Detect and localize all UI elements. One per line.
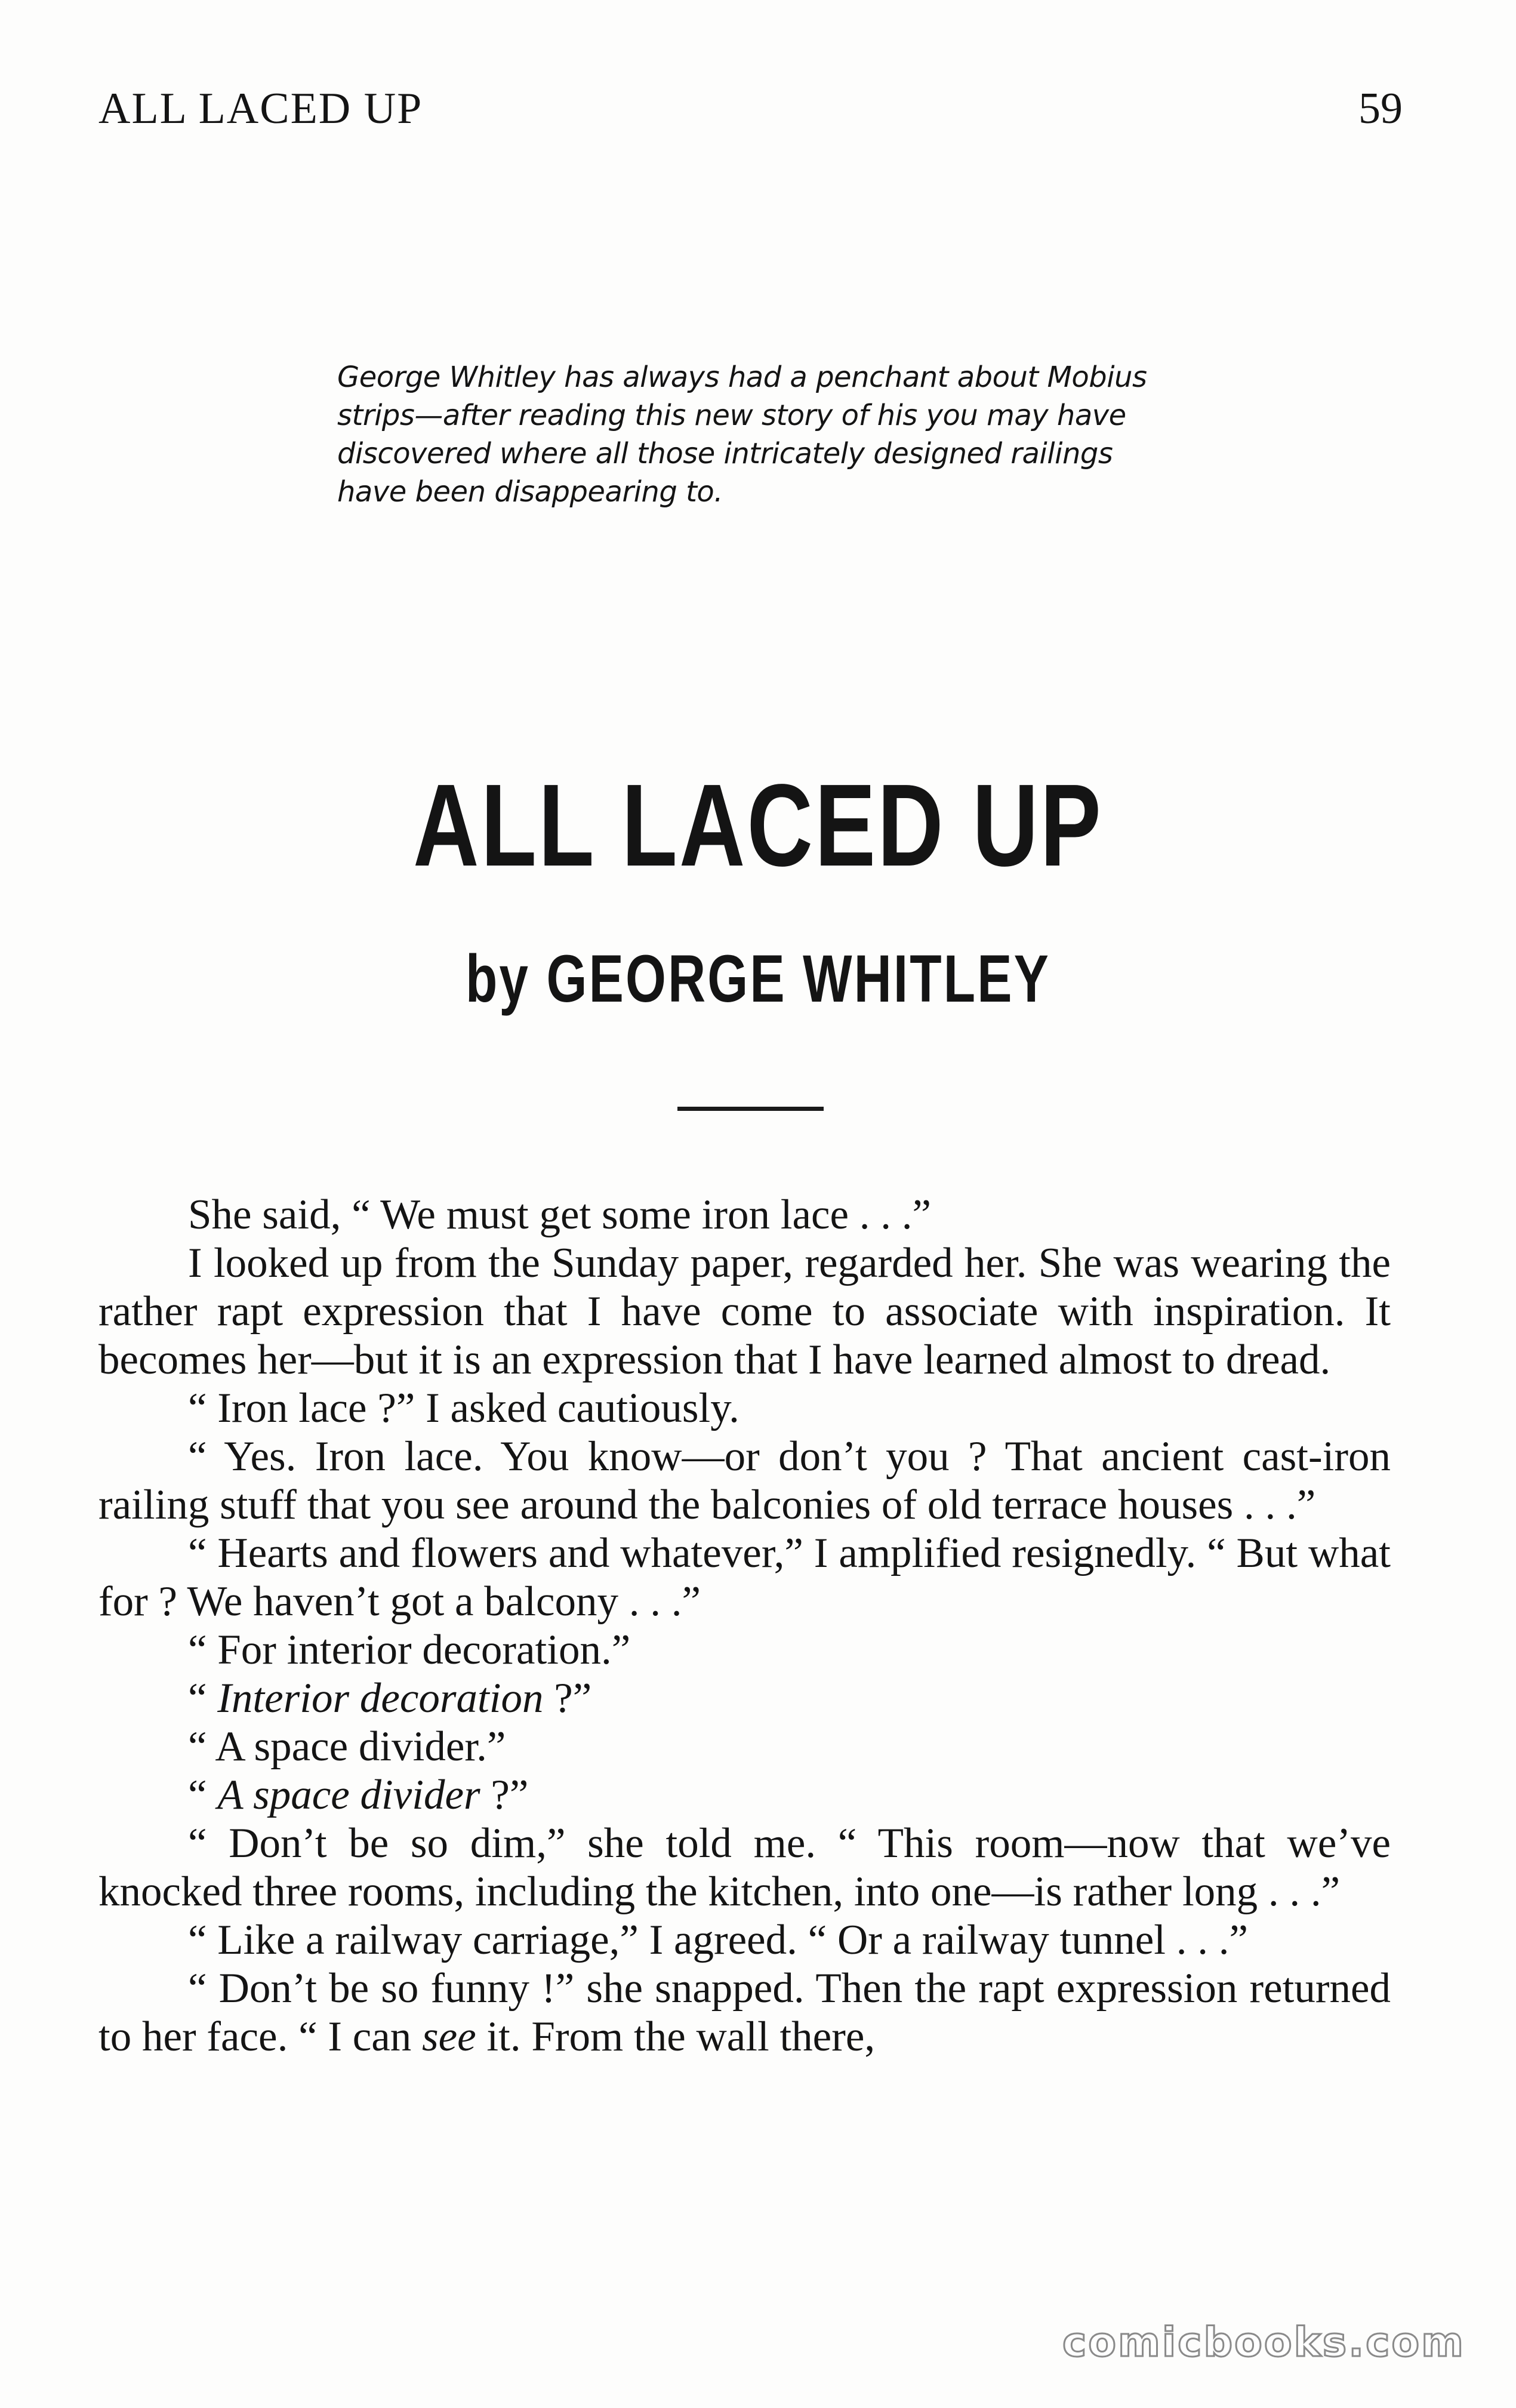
text-run: ?” [480, 1772, 529, 1818]
italic-run: Interior decoration [217, 1675, 544, 1722]
text-run: I looked up from the Sunday paper, regarded her. She was wearing the rather rapt expression that I have come to associate with inspiration. It becomes her—but it is an expression that I have learned almost to dread. [98, 1240, 1391, 1383]
story-paragraph [98, 1239, 1391, 1384]
story-paragraph [98, 1191, 1391, 1239]
text-run: ?” [543, 1675, 592, 1722]
italic-run: A space divider [217, 1772, 480, 1818]
text-run: “ For interior decoration.” [188, 1627, 631, 1673]
story-blurb: George Whitley has always had a penchant about Mobius strips—after reading this new story of his you may have discovered where all those intricately designed railings have been disappearing to. [337, 361, 1147, 509]
watermark-logo: comicbooks.com [1062, 2319, 1465, 2366]
story-paragraph [98, 1723, 1391, 1771]
text-run: “ [188, 1772, 218, 1818]
text-run: “ Like a railway carriage,” I agreed. “ Or a railway tunnel . . .” [188, 1917, 1249, 1963]
story-title: ALL LACED UP [413, 760, 1103, 891]
text-run: “ A space divider.” [188, 1723, 506, 1770]
text-run: “ [188, 1675, 218, 1722]
section-divider [677, 1107, 824, 1111]
story-paragraph [98, 1771, 1391, 1819]
story-byline: by GEORGE WHITLEY [465, 941, 1051, 1016]
story-body [98, 1191, 1391, 2061]
story-paragraph [98, 1916, 1391, 1964]
story-paragraph [98, 1626, 1391, 1674]
text-run: “ Iron lace ?” I asked cautiously. [188, 1385, 739, 1431]
text-run: “ Don’t be so funny !” she snapped. Then the rapt expression returned to her face. “ I can [98, 1965, 1391, 2060]
running-title: ALL LACED UP [98, 84, 423, 133]
text-run: She said, “ We must get some iron lace . . .” [188, 1191, 932, 1238]
text-run: “ Hearts and flowers and whatever,” I amplified resignedly. “ But what for ? We haven’t got a balcony . . .” [98, 1530, 1391, 1625]
text-run: “ Don’t be so dim,” she told me. “ This room—now that we’ve knocked three rooms, including the kitchen, into one—is rather long . . .” [98, 1820, 1391, 1915]
story-paragraph [98, 1819, 1391, 1916]
text-run: “ Yes. Iron lace. You know—or don’t you ? That ancient cast-iron railing stuff that you see around the balconies of old terrace houses . . .” [98, 1433, 1391, 1528]
story-paragraph [98, 1384, 1391, 1433]
story-paragraph [98, 1964, 1391, 2061]
story-paragraph [98, 1529, 1391, 1626]
story-paragraph [98, 1433, 1391, 1529]
italic-run: see [422, 2013, 476, 2060]
page-number: 59 [1358, 84, 1403, 133]
text-run: it. From the wall there, [476, 2013, 876, 2060]
story-paragraph [98, 1674, 1391, 1723]
